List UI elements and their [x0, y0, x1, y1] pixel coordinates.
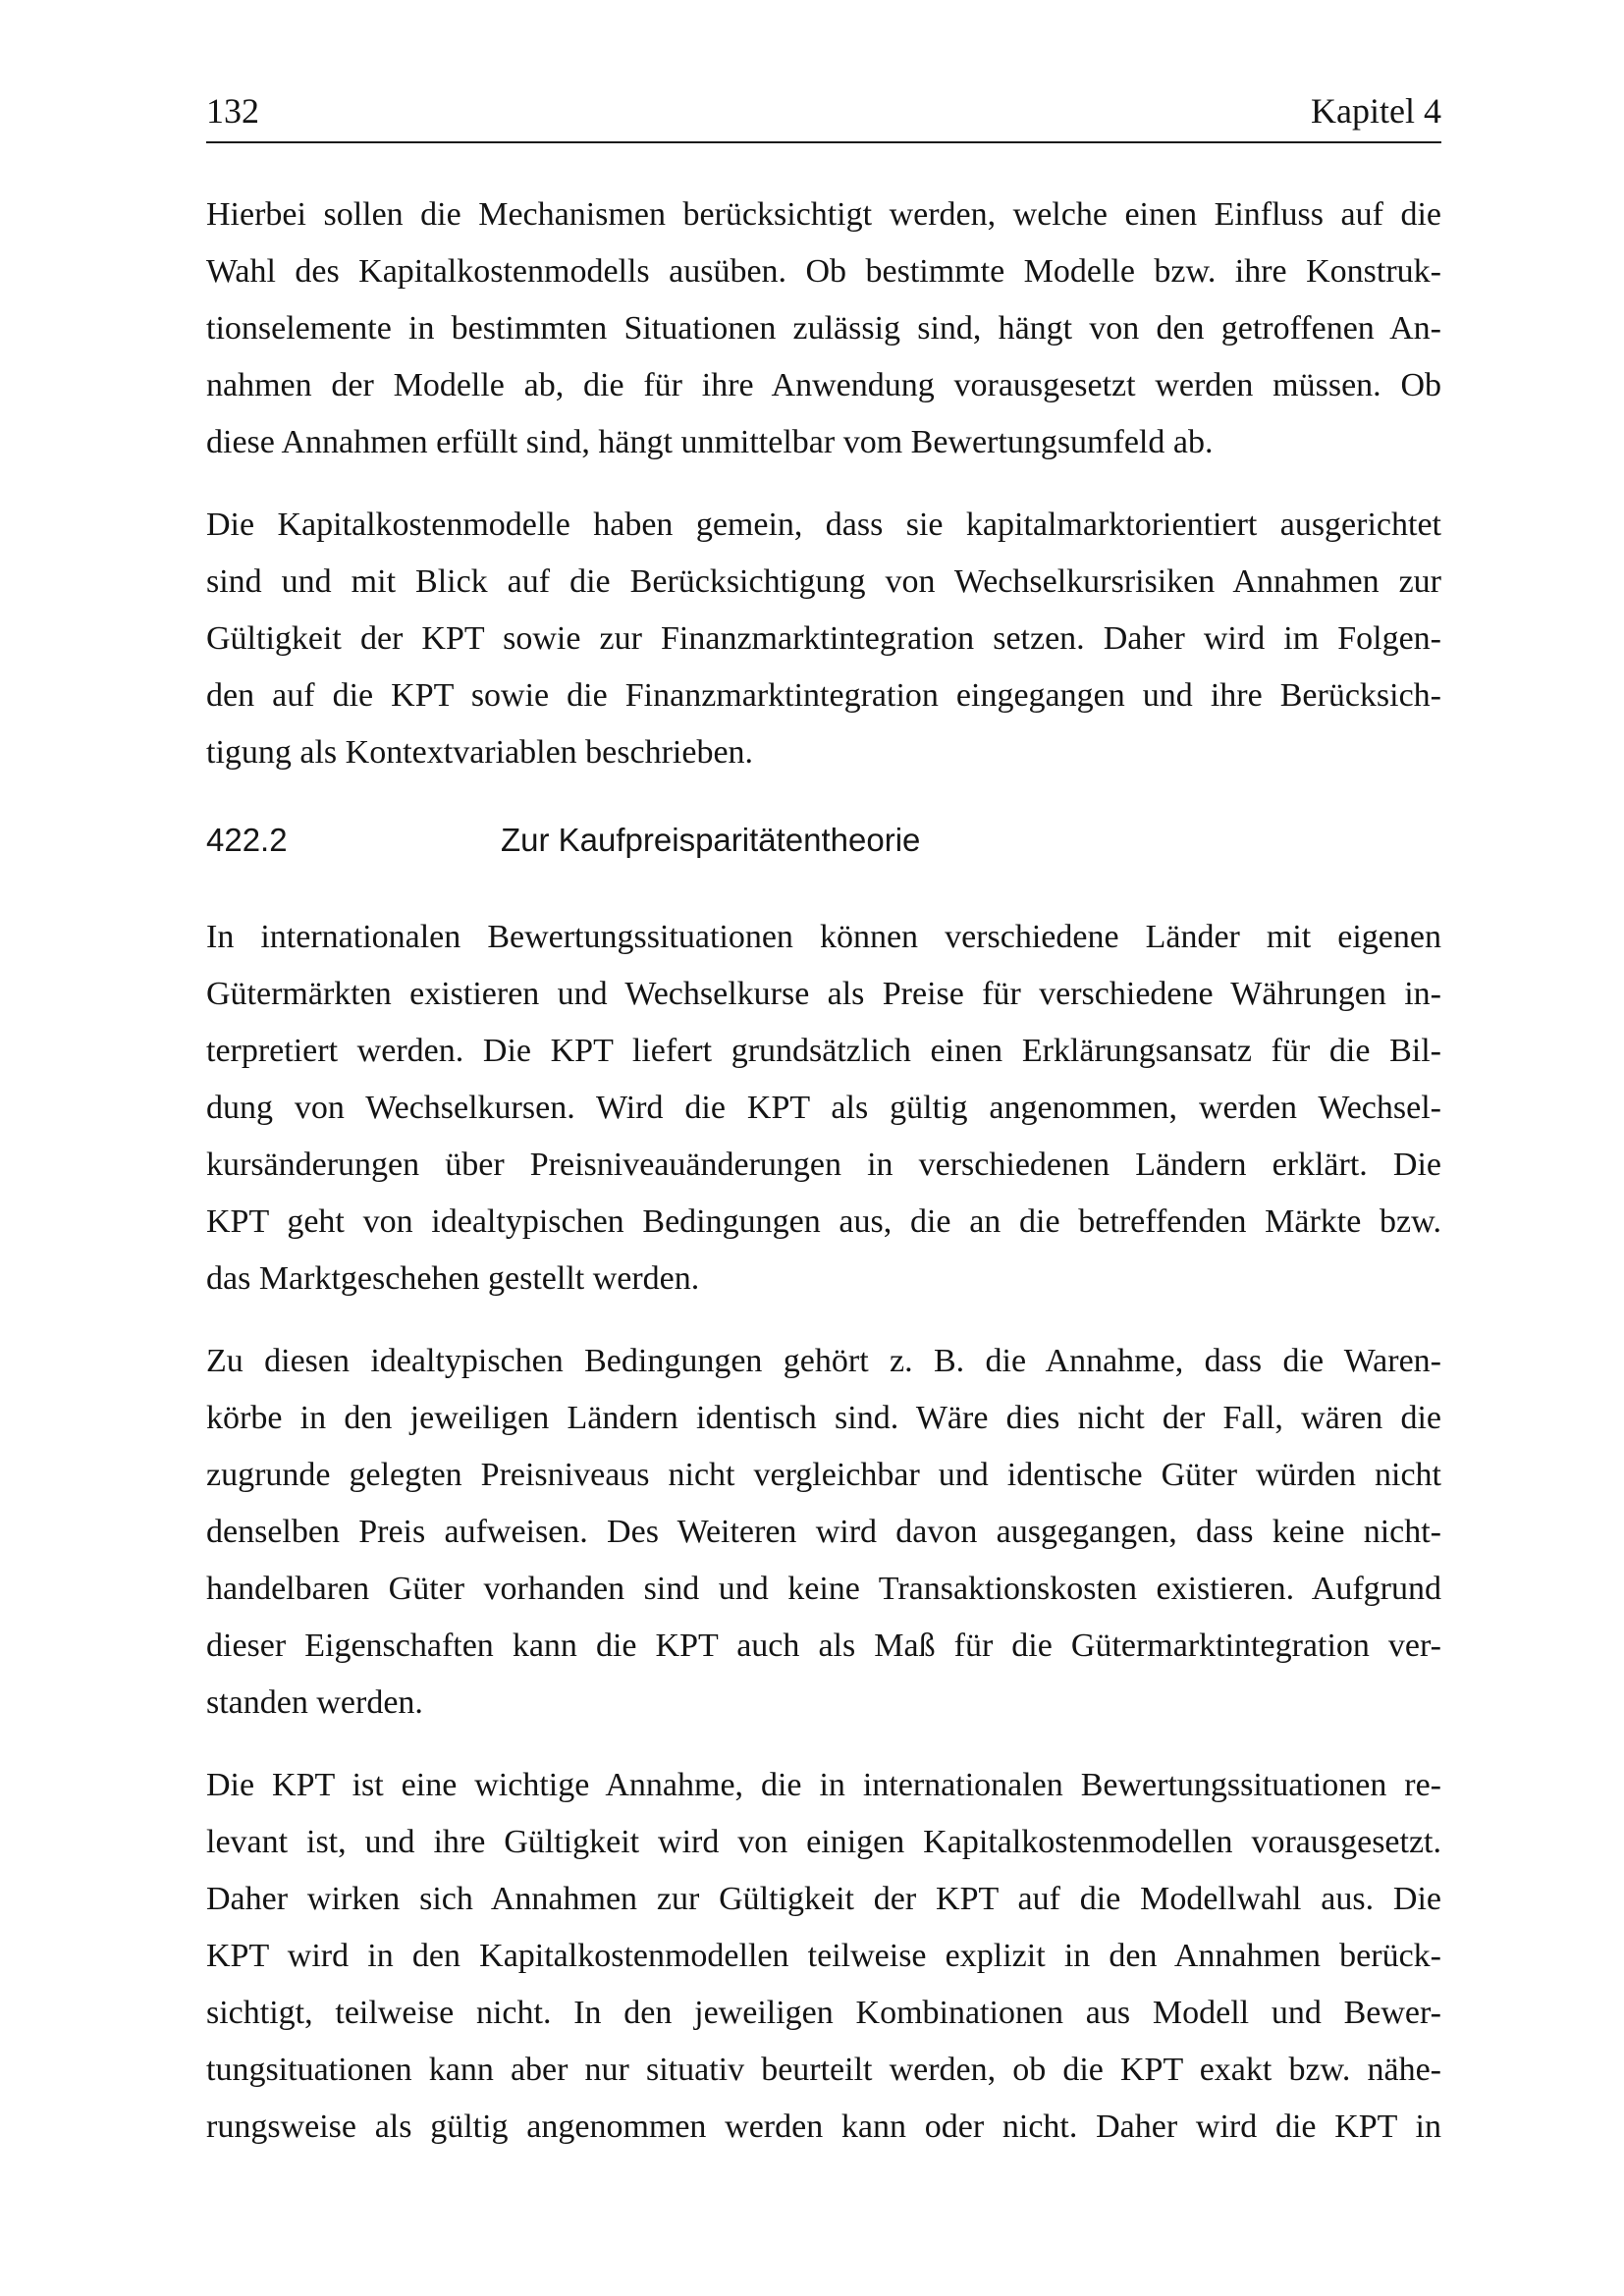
section-title: Zur Kaufpreisparitätentheorie — [501, 821, 921, 858]
text-line: Zu diesen idealtypischen Bedingungen gehört z. B. die Annahme, dass die Waren- — [206, 1342, 1441, 1379]
text-line: zugrunde gelegten Preisniveaus nicht vergleichbar und identische Güter würden nicht — [206, 1456, 1441, 1493]
section-number: 422.2 — [206, 821, 288, 858]
text-line: Hierbei sollen die Mechanismen berücksichtigt werden, welche einen Einfluss auf die — [206, 195, 1441, 233]
paragraph — [206, 497, 1441, 781]
section-heading — [206, 821, 1441, 860]
paragraph — [206, 187, 1441, 471]
text-line: tionselemente in bestimmten Situationen zulässig sind, hängt von den getroffenen An- — [206, 309, 1441, 347]
paragraph — [206, 1333, 1441, 1732]
text-line: denselben Preis aufweisen. Des Weiteren wird davon ausgegangen, dass keine nicht- — [206, 1513, 1441, 1550]
text-line: nahmen der Modelle ab, die für ihre Anwendung vorausgesetzt werden müssen. Ob — [206, 366, 1441, 403]
text-line: levant ist, und ihre Gültigkeit wird von einigen Kapitalkostenmodellen vorausgesetzt. — [206, 1823, 1441, 1860]
text-line: terpretiert werden. Die KPT liefert grundsätzlich einen Erklärungsansatz für die Bil- — [206, 1032, 1441, 1069]
text-line: Die KPT ist eine wichtige Annahme, die in internationalen Bewertungssituationen re- — [206, 1766, 1441, 1803]
text-line: kursänderungen über Preisniveauänderungen in verschiedenen Ländern erklärt. Die — [206, 1146, 1441, 1183]
text-line: sind und mit Blick auf die Berücksichtigung von Wechselkursrisiken Annahmen zur — [206, 562, 1441, 600]
paragraph — [206, 1757, 1441, 2156]
text-line: Daher wirken sich Annahmen zur Gültigkeit der KPT auf die Modellwahl aus. Die — [206, 1880, 1441, 1917]
text-line: Gültigkeit der KPT sowie zur Finanzmarktintegration setzen. Daher wird im Folgen- — [206, 619, 1441, 657]
text-line: tungsituationen kann aber nur situativ beurteilt werden, ob die KPT exakt bzw. nähe- — [206, 2051, 1441, 2088]
text-line: das Marktgeschehen gestellt werden. — [206, 1259, 700, 1297]
document-body — [206, 143, 1441, 2156]
text-line: Wahl des Kapitalkostenmodells ausüben. Ob bestimmte Modelle bzw. ihre Konstruk- — [206, 252, 1441, 290]
text-line: diese Annahmen erfüllt sind, hängt unmittelbar vom Bewertungsumfeld ab. — [206, 423, 1214, 460]
text-line: KPT wird in den Kapitalkostenmodellen teilweise explizit in den Annahmen berück- — [206, 1937, 1441, 1974]
page-header — [206, 0, 1441, 143]
text-line: KPT geht von idealtypischen Bedingungen aus, die an die betreffenden Märkte bzw. — [206, 1202, 1441, 1240]
text-line: sichtigt, teilweise nicht. In den jeweiligen Kombinationen aus Modell und Bewer- — [206, 1994, 1441, 2031]
chapter-label: Kapitel 4 — [1311, 91, 1441, 131]
text-line: In internationalen Bewertungssituationen können verschiedene Länder mit eigenen — [206, 918, 1441, 955]
page-number: 132 — [206, 91, 259, 131]
text-line: rungsweise als gültig angenommen werden kann oder nicht. Daher wird die KPT in — [206, 2108, 1441, 2145]
text-line: Gütermärkten existieren und Wechselkurse als Preise für verschiedene Währungen in- — [206, 975, 1441, 1012]
paragraph — [206, 909, 1441, 1308]
text-line: dieser Eigenschaften kann die KPT auch als Maß für die Gütermarktintegration ver- — [206, 1627, 1441, 1664]
text-line: tigung als Kontextvariablen beschrieben. — [206, 733, 754, 771]
text-line: handelbaren Güter vorhanden sind und keine Transaktionskosten existieren. Aufgrund — [206, 1570, 1441, 1607]
text-line: den auf die KPT sowie die Finanzmarktintegration eingegangen und ihre Berücksich- — [206, 676, 1441, 714]
text-line: körbe in den jeweiligen Ländern identisch sind. Wäre dies nicht der Fall, wären die — [206, 1399, 1441, 1436]
text-line: Die Kapitalkostenmodelle haben gemein, dass sie kapitalmarktorientiert ausgerichtet — [206, 506, 1441, 543]
text-line: dung von Wechselkursen. Wird die KPT als gültig angenommen, werden Wechsel- — [206, 1089, 1441, 1126]
text-line: standen werden. — [206, 1683, 423, 1721]
